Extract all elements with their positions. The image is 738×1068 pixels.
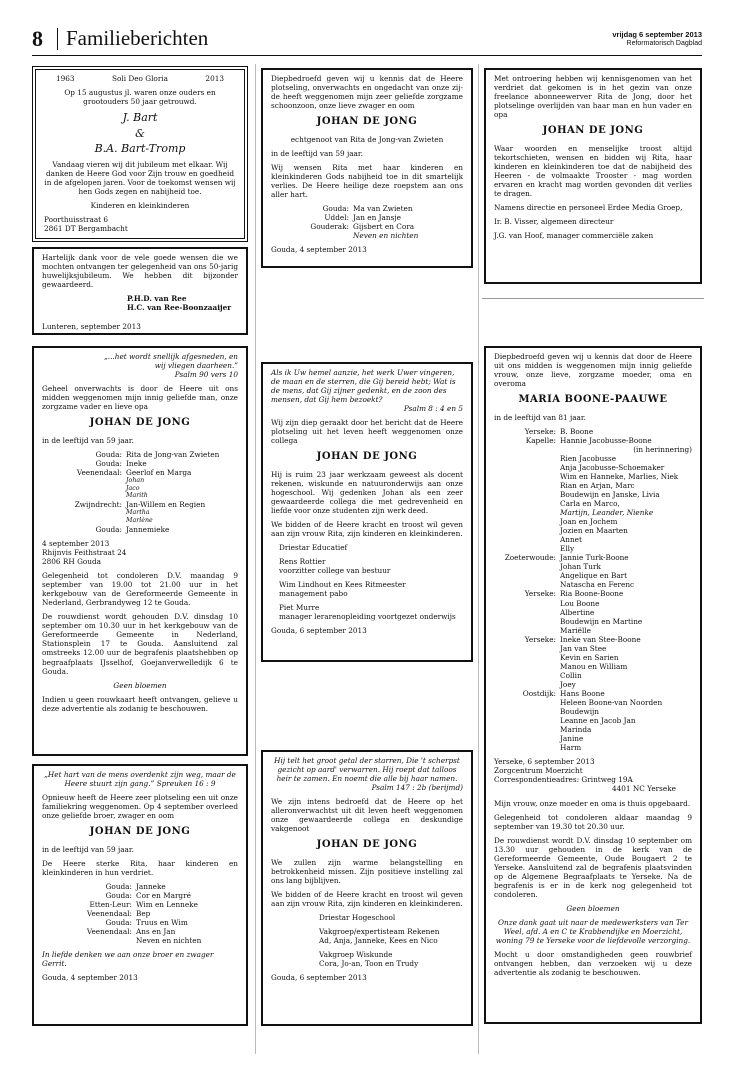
ad-intro: Opnieuw heeft de Heere zeer plotseling een uit onze familiekring weggenomen. Op 4 september overleed onze geliefde broer, zwager en oom xyxy=(42,793,238,821)
address-label: Correspondentieadres: xyxy=(494,775,580,785)
grandchild: Jaco xyxy=(126,484,140,492)
ad-intro: Wij zijn diep geraakt door het bericht dat de Heere plotseling uit het leven heeft weggenomen onze collega xyxy=(271,418,463,446)
header-divider xyxy=(57,28,58,50)
group-title: Vakgroep/expertisteam Rekenen xyxy=(319,927,440,937)
year-from: 1963 xyxy=(56,74,75,83)
relative-place: Gouda: xyxy=(95,449,122,459)
memory-line: In liefde denken we aan onze broer en zwager Gerrit. xyxy=(42,950,214,969)
relative-place xyxy=(496,617,556,626)
relative-place xyxy=(496,517,556,526)
relative-place xyxy=(496,734,556,743)
organisation: Driestar Hogeschool xyxy=(319,913,396,922)
relative-names: Jozien en Maarten xyxy=(560,526,628,536)
relative-names: Hans Boone xyxy=(560,688,605,698)
laid-out-info: Mijn vrouw, onze moeder en oma is thuis opgebaard. xyxy=(494,798,691,808)
relative-names: B. Boone xyxy=(560,426,594,436)
deceased-name: JOHAN DE JONG xyxy=(316,116,418,128)
relative-names: Truus en Wim xyxy=(136,917,188,927)
signer-role: voorzitter college van bestuur xyxy=(279,566,391,576)
relative-names: Leanne en Jacob Jan xyxy=(560,716,636,726)
deceased-name: JOHAN DE JONG xyxy=(89,417,191,429)
relative-names: Hannie Jacobusse-Boone xyxy=(560,435,652,445)
ampersand: & xyxy=(135,126,145,140)
relative-names: Jannemieke xyxy=(126,524,170,534)
ad-driestar-educatief xyxy=(261,362,473,662)
thanks: Onze dank gaat uit naar de medewerksters van Ter Weel, afd. A en C te Krabbendijke en Moerzicht, woning 79 te Yerseke voor de liefdevolle verzorging. xyxy=(495,918,691,946)
relative-place: Veenendaal: xyxy=(86,908,132,918)
relative-place xyxy=(496,472,556,481)
relative-place xyxy=(496,644,556,653)
relative-place xyxy=(496,571,556,580)
place-date: Gouda, 6 september 2013 xyxy=(271,626,367,636)
age-line: in de leeftijd van 59 jaar. xyxy=(42,435,134,445)
relative-names: Boudewijn xyxy=(560,707,599,717)
motto: Soli Deo Gloria xyxy=(112,74,168,83)
relative-names: Geerlof en Marga xyxy=(126,467,192,477)
signature-3: J.G. van Hoof, manager commerciële zaken xyxy=(494,231,654,240)
spouse-line: echtgenoot van Rita de Jong-van Zwieten xyxy=(290,134,444,144)
signature-2: Ir. B. Visser, algemeen directeur xyxy=(494,216,614,226)
header-rule xyxy=(32,55,702,56)
relative-names: Ria Boone-Boone xyxy=(560,589,624,599)
relative-names: Boudewijn en Janske, Livia xyxy=(560,489,660,499)
relative-names: Wim en Lenneke xyxy=(136,899,198,909)
relative-place xyxy=(496,526,556,535)
relative-names: Janneke xyxy=(136,881,166,891)
address-city: 2806 RH Gouda xyxy=(42,557,102,567)
quote-reference: Psalm 147 : 2b (berijmd) xyxy=(371,783,463,793)
issue-date: vrijdag 6 september 2013 xyxy=(612,30,702,39)
relative-names: Jan en Jansje xyxy=(353,212,401,222)
relative-names: Carla en Marco, xyxy=(560,499,620,508)
relative-names: Neven en nichten xyxy=(353,231,419,240)
group-names: Cora, Jo-an, Toon en Trudy xyxy=(319,959,419,969)
relative-place xyxy=(496,662,556,671)
ad-intro: Diepbedroefd geven wij u kennis dat door de Heere uit ons midden is weggenomen mijn innig geliefde vrouw, onze lieve, zorgzame moeder, oma en overoma xyxy=(494,352,692,389)
deceased-name: JOHAN DE JONG xyxy=(316,839,418,851)
ad-text: Hartelijk dank voor de vele goede wensen die we mochten ontvangen ter gelegenheid van ons 50-jarig huwelijksjubileum. We hebben dit bijzonder gewaardeerd. xyxy=(42,253,238,290)
relative-names: Cor en Margré xyxy=(136,890,191,900)
relative-place xyxy=(496,544,556,553)
deceased-name: JOHAN DE JONG xyxy=(89,826,191,838)
date-line: 4 september 2013 xyxy=(42,538,110,548)
relatives-list xyxy=(291,204,463,240)
page-number: 8 xyxy=(32,26,43,51)
relative-names: Joey xyxy=(560,679,576,689)
deceased-name: JOHAN DE JONG xyxy=(316,451,418,463)
relative-place xyxy=(496,698,556,707)
relative-place xyxy=(496,580,556,589)
care-home: Zorgcentrum Moerzicht xyxy=(494,766,583,776)
horizontal-separator xyxy=(482,298,704,299)
relative-place xyxy=(42,936,132,945)
ad-intro: Met ontroering hebben wij kennisgenomen van het verdriet dat gekomen is in het gezin van onze freelance abonneewerver Rita de Jong, door het plotselinge overlijden van haar man en hun vader en opa xyxy=(494,74,692,120)
ad-header-line xyxy=(44,74,236,83)
relative-names: Anja Jacobusse-Schoemaker xyxy=(560,462,665,472)
quote-reference: Psalm 8 : 4 en 5 xyxy=(403,404,463,414)
ad-intro: Diepbedroefd geven wij u kennis dat de Heere plotseling, onverwachts en ongedacht van onze zij-de heeft weggenomen mijn zeer geliefde zorgzame schoonzoon, onze lieve zwager en oom xyxy=(271,74,463,111)
relative-place xyxy=(496,743,556,752)
ad-text: De Heere sterke Rita, haar kinderen en kleinkinderen in hun verdriet. xyxy=(42,858,238,877)
relative-names: Neven en nichten xyxy=(136,936,202,946)
relative-names: Kevin en Sarien xyxy=(560,652,619,662)
relative-place: Veenendaal: xyxy=(76,467,122,477)
relative-place: Gouda: xyxy=(105,890,132,900)
section-title: Familieberichten xyxy=(66,26,209,50)
group-names: Ad, Anja, Janneke, Kees en Nico xyxy=(319,936,438,946)
ad-intro: Geheel onverwachts is door de Heere uit ons midden weggenomen mijn innig geliefde man, onze zorgzame vader en lieve opa xyxy=(42,384,238,412)
quote: „...het wordt snellijk afgesneden, en wij vliegen daarheen.” xyxy=(104,352,238,371)
relative-place: Zwijndrecht: xyxy=(74,500,122,510)
relative-place xyxy=(496,562,556,571)
ad-signed: Kinderen en kleinkinderen xyxy=(90,201,190,211)
ad-text: Hij is ruim 23 jaar werkzaam geweest als docent rekenen, wiskunde en natuuronderwijs aan onze hogeschool. Wij gedenken Johan als een zeer gewaardeerde collega die met gedrevenheid en liefde voor onze studenten zijn werk deed. xyxy=(271,469,463,515)
grandchild: Johan xyxy=(126,476,145,484)
relative-place xyxy=(496,454,556,463)
year-to: 2013 xyxy=(205,74,224,83)
relative-place: Gouda: xyxy=(105,881,132,891)
address-street: Rhijnvis Feithstraat 24 xyxy=(42,547,127,557)
grandchild: Marlène xyxy=(126,517,153,525)
signature-1: Namens directie en personeel Erdee Media Groep, xyxy=(494,202,683,212)
relative-names: Manou en William xyxy=(560,661,628,671)
relative-names: Jan-Willem en Regien xyxy=(126,500,206,510)
relative-names: Collin xyxy=(560,670,582,680)
relative-names: Gijsbert en Cora xyxy=(353,221,415,231)
place-date: Gouda, 4 september 2013 xyxy=(271,245,367,255)
address-street: Grintweg 19A xyxy=(581,775,633,785)
notice: Mocht u door omstandigheden geen rouwbrief ontvangen hebben, dan verzoeken wij u deze advertentie als zodanig te beschouwen. xyxy=(494,950,692,978)
correspondence xyxy=(494,775,692,784)
ad-text: Waar woorden en menselijke troost altijd tekortschieten, wensen en bidden wij Rita, haar kinderen en kleinkinderen toe dat de nabijheid des Heeren - de volmaakte Trooster - mag worden ervaren en kracht mag worden gevonden dit verlies te dragen. xyxy=(494,143,692,198)
signatures xyxy=(271,543,463,621)
signature-2: H.C. van Ree-Boonzaaijer xyxy=(127,303,232,313)
relative-place: Oostdijk: xyxy=(522,688,556,698)
relative-place: Yerseke: xyxy=(524,634,556,644)
relative-names: Martijn, Leander, Nienke xyxy=(560,508,654,518)
notice: Indien u geen rouwkaart heeft ontvangen, gelieve u deze advertentie als zodanig te beschouwen. xyxy=(42,694,238,713)
address-street: Poorthuisstraat 6 xyxy=(44,215,109,225)
place-date: Gouda, 6 september 2013 xyxy=(271,973,367,983)
relative-place: Veenendaal: xyxy=(86,927,132,936)
deceased-name: JOHAN DE JONG xyxy=(542,125,644,137)
relative-place: Zoeterwoude: xyxy=(504,553,556,563)
relatives-list xyxy=(42,882,238,945)
service-info: De rouwdienst wordt D.V. dinsdag 10 september om 13.30 uur gehouden in de kerk van de Gereformeerde Gemeente, Oude Bougaert 2 te Yerseke. Aansluitend zal de begrafenis plaatsvinden op de Algemene Begraafplaats te Yerseke. Na de begrafenis is er in de kerk nog gelegenheid tot condoleren. xyxy=(494,835,692,899)
signature-1: P.H.D. van Ree xyxy=(127,294,187,304)
place-date: Lunteren, september 2013 xyxy=(42,322,141,332)
ad-signatures xyxy=(42,294,238,312)
date-line: Yerseke, 6 september 2013 xyxy=(494,757,595,767)
relative-names: Angelique en Bart xyxy=(560,571,628,581)
relative-place: Etten-Leur: xyxy=(89,899,132,909)
no-flowers: Geen bloemen xyxy=(113,680,167,690)
relative-names: Heleen Boone-van Noorden xyxy=(560,698,663,708)
no-flowers: Geen bloemen xyxy=(566,903,620,913)
grandchild: Martha xyxy=(126,509,150,517)
ad-wish: We bidden of de Heere kracht en troost wil geven aan zijn vrouw Rita, zijn kinderen en kleinkinderen. xyxy=(271,520,463,539)
relative-names: Ans en Jan xyxy=(136,927,176,936)
signer-role: management pabo xyxy=(279,589,348,599)
relative-place: Gouda: xyxy=(95,458,122,468)
relative-place: Kapelle: xyxy=(525,435,556,445)
relative-place xyxy=(496,671,556,680)
signer-name: Wim Lindhout en Kees Ritmeester xyxy=(279,580,406,590)
relative-place xyxy=(496,626,556,635)
quote: Als ik Uw hemel aanzie, het werk Uwer vingeren, de maan en de sterren, die Gij bereid hebt; Wat is de mens, dat Gij zijner gedenkt, en de zoon des mensen, dat Gij hem bezoekt? xyxy=(271,368,456,405)
relative-place xyxy=(496,508,556,517)
age-line: in de leeftijd van 81 jaar. xyxy=(494,412,586,422)
relative-place xyxy=(496,481,556,490)
relative-names: Harm xyxy=(560,743,582,753)
quote: Hij telt het groot getal der starren, Die 't scherpst gezicht op aard' verwarren. Hij roept dat talloos heir te zamen. En noemt die alle bij haar namen. xyxy=(274,756,460,784)
name-wife: B.A. Bart-Tromp xyxy=(94,142,186,156)
address-city: 4401 NC Yerseke xyxy=(612,784,676,794)
age-line: in de leeftijd van 59 jaar. xyxy=(271,148,363,158)
relative-names: (in herinnering) xyxy=(633,444,692,454)
organisation: Driestar Educatief xyxy=(279,543,348,553)
name-husband: J. Bart xyxy=(122,111,158,125)
relative-names: Bep xyxy=(136,908,151,918)
column-separator xyxy=(478,64,479,1054)
relative-place: Gouderak: xyxy=(310,221,349,231)
relative-names: Ineke van Stee-Boone xyxy=(560,634,641,644)
ad-text: We zullen zijn warme belangstelling en betrokkenheid missen. Zijn positieve instelling zal ons lang bijblijven. xyxy=(271,857,463,885)
ad-family-notice xyxy=(32,346,248,756)
group-title: Vakgroep Wiskunde xyxy=(319,950,393,960)
ad-boone-paauwe xyxy=(484,346,702,1024)
relative-place xyxy=(496,490,556,499)
relative-names: Mariëlle xyxy=(560,625,591,635)
signer-name: Piet Murre xyxy=(279,603,320,613)
relative-place xyxy=(496,725,556,734)
ad-in-law-family xyxy=(261,68,473,268)
signer-role: manager lerarenopleiding voortgezet onderwijs xyxy=(279,612,456,622)
relative-names: Ma van Zwieten xyxy=(353,203,413,213)
condolence-info: Gelegenheid tot condoleren D.V. maandag 9 september van 19.00 tot 21.00 uur in het kerkgebouw van de Gereformeerde Gemeente in Nederland, Gerbrandyweg 12 te Gouda. xyxy=(42,571,238,608)
relative-place xyxy=(496,535,556,544)
relative-names: Janine xyxy=(560,734,584,744)
relative-place: Gouda: xyxy=(105,917,132,927)
relative-names: Jan van Stee xyxy=(560,643,607,653)
grandchild: Marith xyxy=(126,492,148,500)
relative-place xyxy=(496,680,556,689)
relative-place: Yerseke: xyxy=(524,589,556,599)
relative-place xyxy=(496,653,556,662)
relative-names: Annet xyxy=(560,535,582,545)
deceased-name: MARIA BOONE-PAAUWE xyxy=(518,394,668,406)
relative-place: Uddel: xyxy=(324,212,349,222)
ad-text: Vandaag vieren wij dit jubileum met elkaar. Wij danken de Heere God voor Zijn trouw en goedheid in de afgelopen jaren. Voor de toekomst wensen wij hen Gods zegen en nabijheid toe. xyxy=(44,160,236,197)
service-info: De rouwdienst wordt gehouden D.V. dinsdag 10 september om 10.30 uur in het kerkgebouw van de Gereformeerde Gemeente in Nederland, Stationsplein 17 te Gouda. Aansluitend zal omstreeks 12.00 uur de begrafenis plaatshebben op begraafplaats IJsselhof, Goejanverwelledijk 6 te Gouda. xyxy=(42,612,238,676)
relative-place xyxy=(496,463,556,472)
relative-place xyxy=(496,599,556,608)
relative-names: Ineke xyxy=(126,458,147,468)
relative-names: Elly xyxy=(560,544,575,554)
relative-names: Rien Jacobusse xyxy=(560,453,617,463)
relative-place xyxy=(496,716,556,725)
relative-names: Rian en Arjan, Marc xyxy=(560,480,635,490)
relative-names: Boudewijn en Martine xyxy=(560,616,643,626)
column-separator xyxy=(255,64,256,1054)
place-date: Gouda, 4 september 2013 xyxy=(42,973,138,983)
ad-bart-anniversary xyxy=(32,66,248,242)
relative-names: Johan Turk xyxy=(560,562,601,572)
relative-place xyxy=(496,445,556,454)
ad-driestar-hogeschool xyxy=(261,750,473,1026)
relative-names: Wim en Hanneke, Marlies, Niek xyxy=(560,471,679,481)
address-city: 2861 DT Bergambacht xyxy=(44,224,128,234)
relative-place xyxy=(496,707,556,716)
relative-names: Jannie Turk-Boone xyxy=(560,553,629,563)
quote-reference: Psalm 90 vers 10 xyxy=(174,370,238,380)
ad-intro: Op 15 augustus jl. waren onze ouders en grootouders 50 jaar getrouwd. xyxy=(64,88,216,107)
relative-place: Gouda: xyxy=(322,203,349,213)
relative-names: Albertine xyxy=(560,607,595,617)
quote: „Het hart van de mens overdenkt zijn weg, maar de Heere stuurt zijn gang.” Spreuken 16 : 9 xyxy=(44,770,236,789)
signer-name: Rens Rottier xyxy=(279,557,326,567)
relative-place: Yerseke: xyxy=(524,426,556,436)
relative-place xyxy=(496,499,556,508)
relative-names: Marinda xyxy=(560,725,592,735)
ad-erdee-media xyxy=(484,68,702,284)
relative-names: Joan en Jochem xyxy=(560,517,618,527)
relative-place: Gouda: xyxy=(95,524,122,534)
relatives-list xyxy=(42,450,238,534)
newspaper-name: Reformatorisch Dagblad xyxy=(626,40,702,47)
relatives-list xyxy=(496,427,692,753)
signatures xyxy=(271,913,463,968)
ad-text: Wij wensen Rita met haar kinderen en kleinkinderen Gods nabijheid toe in dit smartelijk verlies. De Heere heilige deze roepstem aan ons aller hart. xyxy=(271,162,463,199)
age-line: in de leeftijd van 59 jaar. xyxy=(42,844,134,854)
ad-wish: We bidden of de Heere kracht en troost wil geven aan zijn vrouw Rita, zijn kinderen en kleinkinderen. xyxy=(271,889,463,908)
relative-place xyxy=(291,231,349,240)
ad-siblings xyxy=(32,764,248,1026)
relative-names: Lou Boone xyxy=(560,598,600,608)
ad-van-ree-thanks xyxy=(32,247,248,335)
condolence-info: Gelegenheid tot condoleren aldaar maandag 9 september van 19.30 tot 20.30 uur. xyxy=(494,812,692,831)
relative-place xyxy=(496,608,556,617)
relative-names: Natascha en Ferenc xyxy=(560,580,635,590)
relative-names: Rita de Jong-van Zwieten xyxy=(126,449,220,459)
ad-intro: We zijn intens bedroefd dat de Heere op het alleronverwachtst uit dit leven heeft weggenomen onze gewaardeerde collega en deskundige vakgenoot xyxy=(271,797,463,834)
